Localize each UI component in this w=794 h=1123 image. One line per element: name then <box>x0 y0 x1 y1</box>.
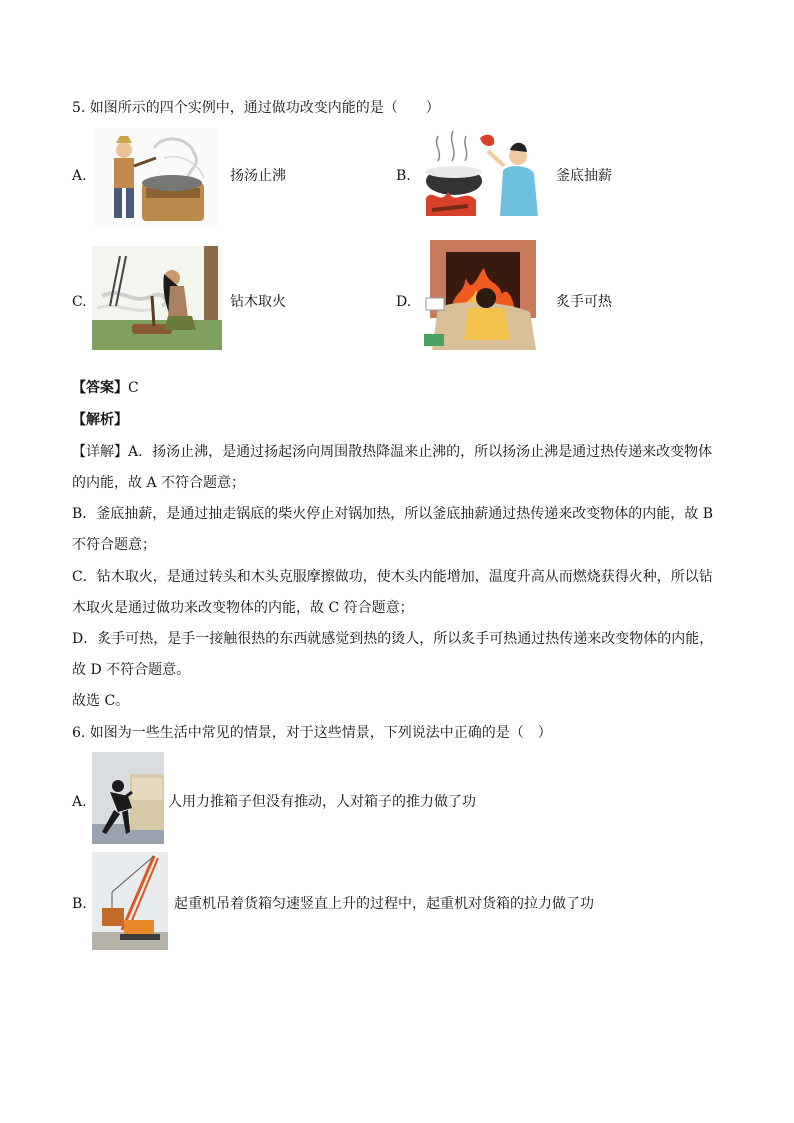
answer-label: 【答案】 <box>72 380 128 396</box>
detail-line-8: 故 D 不符合题意。 <box>72 662 191 678</box>
detail-line-6: 木取火是通过做功来改变物体的内能，故 C 符合题意； <box>72 600 414 616</box>
analysis-label: 【解析】 <box>72 412 128 428</box>
detail-line-2: 的内能，故 A 不符合题意； <box>72 475 246 491</box>
answer-value: C <box>128 380 139 396</box>
detail-line-4: 不符合题意； <box>72 537 156 553</box>
q5-option-d-image <box>418 238 544 356</box>
q6-option-b-image <box>92 852 168 950</box>
q5-option-a-letter: A. <box>72 168 87 184</box>
q5-option-b-image <box>418 126 546 222</box>
q5-option-c-letter: C. <box>72 294 87 310</box>
q6-option-b-text: 起重机吊着货箱匀速竖直上升的过程中，起重机对货箱的拉力做了功 <box>174 896 594 912</box>
detail-line-7: D．炙手可热，是手一接触很热的东西就感觉到热的烫人，所以炙手可热通过热传递来改变物体的内能， <box>72 631 714 647</box>
detail-line-1: 【详解】A．扬汤止沸，是通过扬起汤向周围散热降温来止沸的，所以扬汤止沸是通过热传递来改变物体 <box>72 444 713 460</box>
q5-option-a-text: 扬汤止沸 <box>230 168 286 184</box>
q5-option-d-text: 炙手可热 <box>556 294 612 310</box>
q6-option-a-letter: A. <box>72 794 87 810</box>
q5-option-a-image <box>94 128 218 226</box>
q6-option-a-text: 人用力推箱子但没有推动，人对箱子的推力做了功 <box>168 794 476 810</box>
detail-line-5: C．钻木取火，是通过转头和木头克服摩擦做功，使木头内能增加，温度升高从而燃烧获得火种，所以钻 <box>72 569 713 585</box>
q5-option-b-letter: B. <box>396 168 411 184</box>
detail-line-3: B．釜底抽薪，是通过抽走锅底的柴火停止对锅加热，所以釜底抽薪通过热传递来改变物体的内能，故 B <box>72 506 714 522</box>
q5-option-d-letter: D. <box>396 294 412 310</box>
q6-option-a-image <box>92 752 164 844</box>
q6-stem: 6. 如图为一些生活中常见的情景，对于这些情景，下列说法中正确的是（ ） <box>72 725 552 741</box>
q5-option-c-image <box>92 246 222 350</box>
conclusion: 故选 C。 <box>72 693 130 709</box>
q5-stem: 5. 如图所示的四个实例中，通过做功改变内能的是（ ） <box>72 100 440 116</box>
q5-option-b-text: 釜底抽薪 <box>556 168 612 184</box>
q5-option-c-text: 钻木取火 <box>230 294 286 310</box>
answer-line <box>72 378 139 398</box>
q6-option-b-letter: B. <box>72 896 87 912</box>
